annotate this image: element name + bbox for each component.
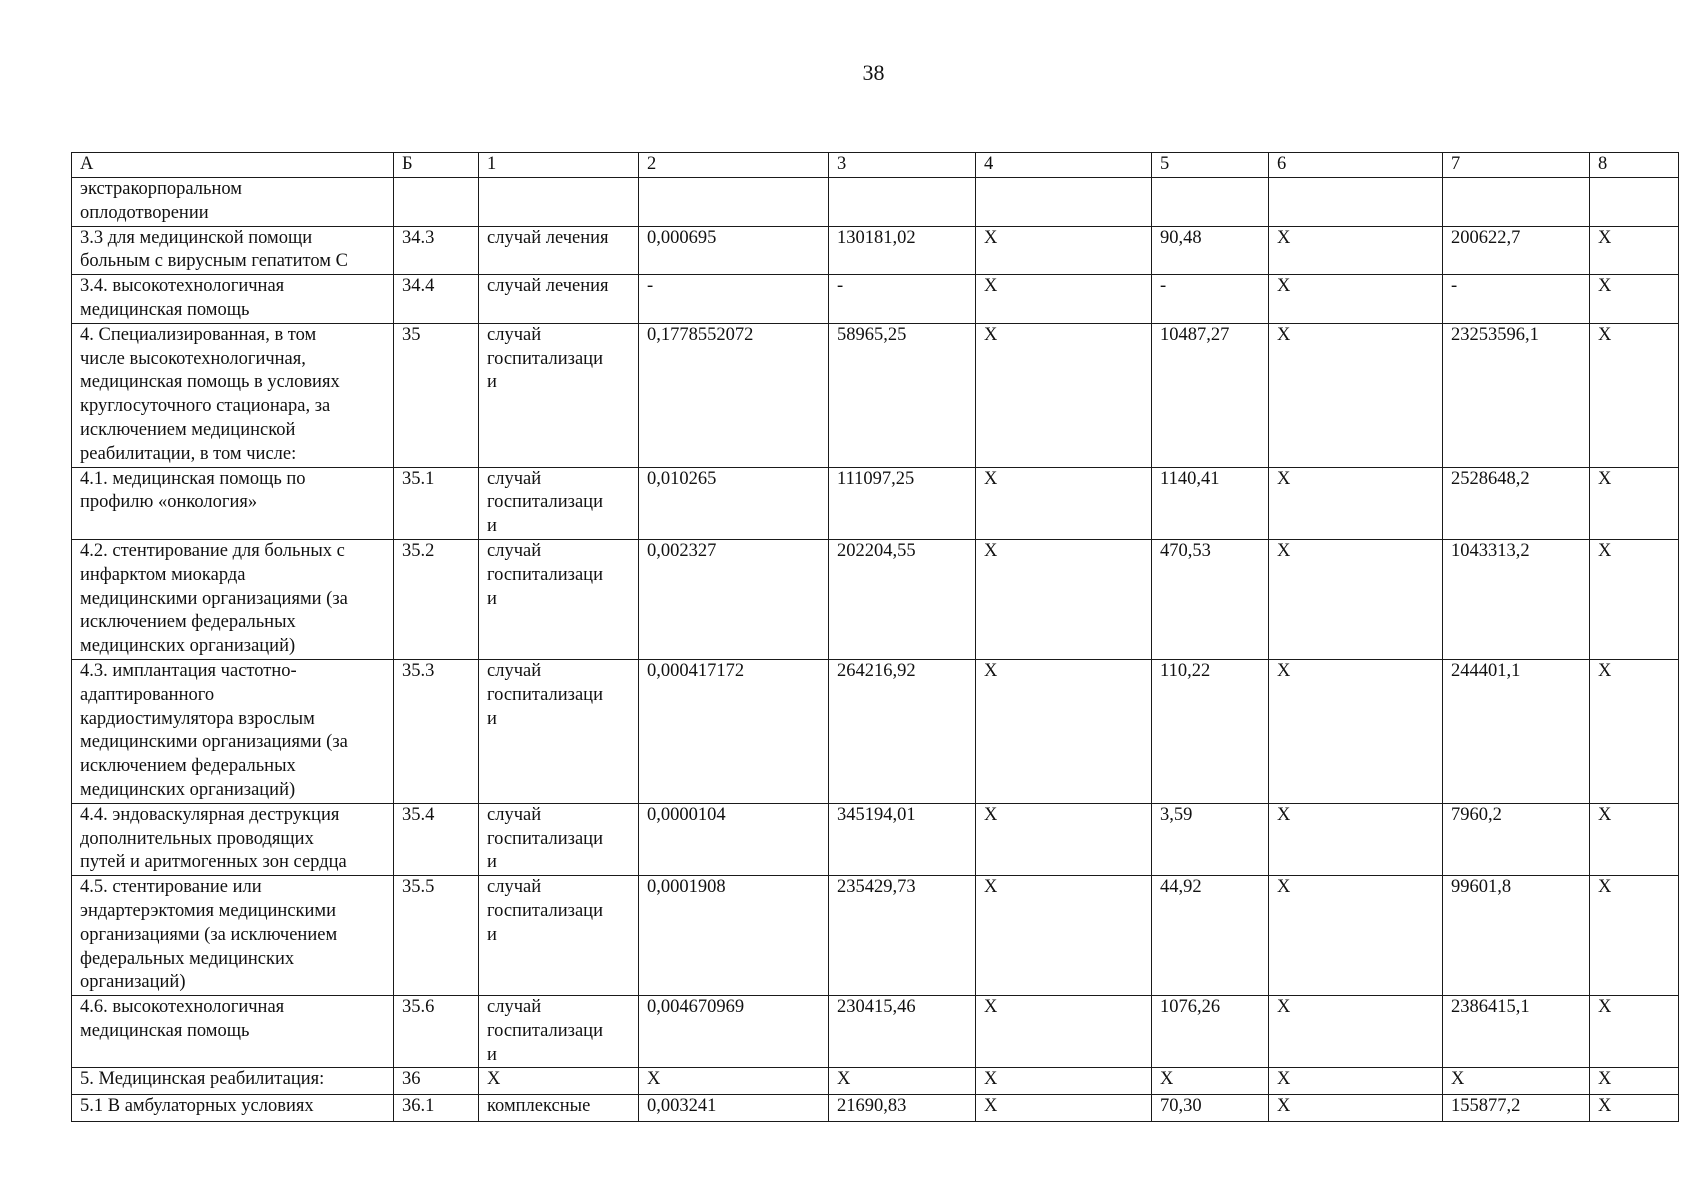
row-label-line: исключением медицинской <box>80 419 296 440</box>
table-row <box>72 275 1679 324</box>
row-label-line: путей и аритмогенных зон сердца <box>80 852 347 873</box>
row-label-line: инфарктом миокарда <box>80 564 246 585</box>
row-label-cell <box>72 323 394 467</box>
value-cell-c3: Х <box>829 1068 976 1095</box>
table-body <box>72 153 1679 1122</box>
row-label-line: медицинская помощь <box>80 299 250 320</box>
value-cell-c3: 111097,25 <box>829 467 976 539</box>
unit-line: случай лечения <box>487 276 609 297</box>
unit-line: случай <box>487 997 542 1018</box>
unit-line: случай <box>487 877 542 898</box>
row-label-line: профилю «онкология» <box>80 492 258 513</box>
row-code-cell: 36 <box>394 1068 479 1095</box>
table-row <box>72 467 1679 539</box>
value-cell-c4: Х <box>976 275 1152 324</box>
unit-line: случай <box>487 660 542 681</box>
row-label-line: медицинская помощь <box>80 1020 250 1041</box>
row-label-cell <box>72 1068 394 1095</box>
table-row <box>72 178 1679 227</box>
value-cell-c3: 21690,83 <box>829 1095 976 1122</box>
value-cell-c5: 110,22 <box>1152 659 1269 803</box>
row-label-line: 3.4. высокотехнологичная <box>80 276 285 297</box>
value-cell-c2: - <box>639 275 829 324</box>
value-cell-c3: 235429,73 <box>829 876 976 996</box>
row-code-cell: 34.3 <box>394 226 479 275</box>
row-label-line: организаций) <box>80 972 186 993</box>
row-label-cell <box>72 876 394 996</box>
row-code-cell: 35.6 <box>394 996 479 1068</box>
value-cell-c6: Х <box>1269 996 1443 1068</box>
row-label-line: медицинскими организациями (за <box>80 588 348 609</box>
row-label-line: эндартерэктомия медицинскими <box>80 900 337 921</box>
table-row <box>72 659 1679 803</box>
unit-line: госпитализаци <box>487 900 603 921</box>
table-row <box>72 876 1679 996</box>
value-cell-c2: Х <box>639 1068 829 1095</box>
row-label-line: медицинских организаций) <box>80 779 296 800</box>
value-cell-c6: Х <box>1269 539 1443 659</box>
table-row <box>72 1095 1679 1122</box>
value-cell-c8: Х <box>1590 1068 1679 1095</box>
value-cell-c7: 244401,1 <box>1443 659 1590 803</box>
value-cell-c7: - <box>1443 275 1590 324</box>
table-row <box>72 1068 1679 1095</box>
value-cell-c7: 2386415,1 <box>1443 996 1590 1068</box>
row-label-line: 5.1 В амбулаторных условиях <box>80 1096 314 1117</box>
unit-cell <box>479 876 639 996</box>
value-cell-c4: Х <box>976 803 1152 875</box>
value-cell-c5: 44,92 <box>1152 876 1269 996</box>
row-code-cell: 35.3 <box>394 659 479 803</box>
value-cell-c7: 99601,8 <box>1443 876 1590 996</box>
value-cell-c8: Х <box>1590 1095 1679 1122</box>
value-cell-c4: Х <box>976 467 1152 539</box>
row-label-cell <box>72 226 394 275</box>
column-header: 7 <box>1443 153 1590 178</box>
column-header: 1 <box>479 153 639 178</box>
unit-cell <box>479 996 639 1068</box>
row-label-line: реабилитации, в том числе: <box>80 443 297 464</box>
value-cell-c8: Х <box>1590 876 1679 996</box>
unit-line: и <box>487 708 497 729</box>
value-cell-c5: 1076,26 <box>1152 996 1269 1068</box>
row-label-line: оплодотворении <box>80 202 209 223</box>
table-row <box>72 803 1679 875</box>
row-code-cell: 35.5 <box>394 876 479 996</box>
row-label-line: 4.3. имплантация частотно- <box>80 660 297 681</box>
row-label-line: 5. Медицинская реабилитация: <box>80 1069 325 1090</box>
row-label-line: 4.2. стентирование для больных с <box>80 540 345 561</box>
unit-line: госпитализаци <box>487 1020 603 1041</box>
unit-cell <box>479 659 639 803</box>
unit-cell <box>479 539 639 659</box>
table-row <box>72 996 1679 1068</box>
column-header: 5 <box>1152 153 1269 178</box>
unit-line: и <box>487 372 497 393</box>
value-cell-c2: 0,004670969 <box>639 996 829 1068</box>
table-row <box>72 323 1679 467</box>
value-cell-c3: 230415,46 <box>829 996 976 1068</box>
value-cell-c5: 3,59 <box>1152 803 1269 875</box>
value-cell-c5: 90,48 <box>1152 226 1269 275</box>
value-cell-c6: Х <box>1269 1068 1443 1095</box>
value-cell-c8: Х <box>1590 996 1679 1068</box>
unit-cell <box>479 178 639 227</box>
value-cell-c4: Х <box>976 539 1152 659</box>
table-row <box>72 539 1679 659</box>
unit-cell <box>479 226 639 275</box>
row-code-cell: 35 <box>394 323 479 467</box>
unit-line: и <box>487 588 497 609</box>
row-label-cell <box>72 659 394 803</box>
value-cell-c3: 264216,92 <box>829 659 976 803</box>
row-label-line: федеральных медицинских <box>80 948 295 969</box>
row-label-line: экстракорпоральном <box>80 179 242 199</box>
row-label-line: круглосуточного стационара, за <box>80 396 331 417</box>
value-cell-c6: Х <box>1269 1095 1443 1122</box>
value-cell-c6: Х <box>1269 275 1443 324</box>
value-cell-c7: 200622,7 <box>1443 226 1590 275</box>
value-cell-c7: 7960,2 <box>1443 803 1590 875</box>
row-label-line: больным с вирусным гепатитом С <box>80 251 348 272</box>
row-code-cell: 35.2 <box>394 539 479 659</box>
value-cell-c2: 0,0001908 <box>639 876 829 996</box>
value-cell-c7 <box>1443 178 1590 227</box>
unit-line: Х <box>487 1069 501 1090</box>
column-header: 2 <box>639 153 829 178</box>
value-cell-c3: 345194,01 <box>829 803 976 875</box>
unit-line: случай <box>487 468 542 489</box>
table-row <box>72 226 1679 275</box>
unit-cell <box>479 275 639 324</box>
value-cell-c8: Х <box>1590 226 1679 275</box>
value-cell-c6: Х <box>1269 876 1443 996</box>
unit-line: госпитализаци <box>487 492 603 513</box>
value-cell-c6: Х <box>1269 659 1443 803</box>
row-label-line: исключением федеральных <box>80 612 296 633</box>
row-code-cell: 35.1 <box>394 467 479 539</box>
row-label-cell <box>72 275 394 324</box>
page-number: 38 <box>862 60 885 85</box>
unit-cell <box>479 1068 639 1095</box>
row-code-cell <box>394 178 479 227</box>
value-cell-c4: Х <box>976 1068 1152 1095</box>
row-label-line: 4. Специализированная, в том <box>80 324 317 345</box>
value-cell-c3: 130181,02 <box>829 226 976 275</box>
unit-line: госпитализаци <box>487 348 603 369</box>
value-cell-c2: 0,000417172 <box>639 659 829 803</box>
value-cell-c8: Х <box>1590 275 1679 324</box>
unit-line: случай <box>487 804 542 825</box>
value-cell-c5: - <box>1152 275 1269 324</box>
row-label-line: дополнительных проводящих <box>80 828 314 849</box>
unit-line: случай <box>487 324 542 345</box>
row-label-cell <box>72 539 394 659</box>
row-code-cell: 35.4 <box>394 803 479 875</box>
row-label-cell <box>72 467 394 539</box>
value-cell-c5: 10487,27 <box>1152 323 1269 467</box>
value-cell-c5: 70,30 <box>1152 1095 1269 1122</box>
value-cell-c2: 0,002327 <box>639 539 829 659</box>
value-cell-c3: - <box>829 275 976 324</box>
value-cell-c8: Х <box>1590 803 1679 875</box>
value-cell-c8: Х <box>1590 467 1679 539</box>
table-header-row <box>72 153 1679 178</box>
row-label-line: медицинскими организациями (за <box>80 732 348 753</box>
value-cell-c2: 0,1778552072 <box>639 323 829 467</box>
row-label-line: организациями (за исключением <box>80 924 338 945</box>
value-cell-c6: Х <box>1269 467 1443 539</box>
value-cell-c3: 58965,25 <box>829 323 976 467</box>
column-header: А <box>72 153 394 178</box>
value-cell-c2 <box>639 178 829 227</box>
column-header: 4 <box>976 153 1152 178</box>
row-label-line: 3.3 для медицинской помощи <box>80 227 313 248</box>
value-cell-c2: 0,010265 <box>639 467 829 539</box>
row-label-cell <box>72 178 394 227</box>
unit-line: случай лечения <box>487 227 609 248</box>
value-cell-c6: Х <box>1269 803 1443 875</box>
value-cell-c7: 23253596,1 <box>1443 323 1590 467</box>
unit-line: комплексные <box>487 1096 591 1117</box>
unit-cell <box>479 467 639 539</box>
value-cell-c8 <box>1590 178 1679 227</box>
value-cell-c5: 1140,41 <box>1152 467 1269 539</box>
unit-line: и <box>487 1044 497 1065</box>
value-cell-c7: Х <box>1443 1068 1590 1095</box>
value-cell-c7: 2528648,2 <box>1443 467 1590 539</box>
value-cell-c5: 470,53 <box>1152 539 1269 659</box>
row-label-line: 4.1. медицинская помощь по <box>80 468 306 489</box>
value-cell-c4: Х <box>976 1095 1152 1122</box>
column-header: 8 <box>1590 153 1679 178</box>
unit-line: и <box>487 852 497 873</box>
value-cell-c2: 0,000695 <box>639 226 829 275</box>
value-cell-c4: Х <box>976 996 1152 1068</box>
row-label-line: медицинских организаций) <box>80 636 296 657</box>
value-cell-c8: Х <box>1590 539 1679 659</box>
value-cell-c6: Х <box>1269 323 1443 467</box>
row-label-cell <box>72 803 394 875</box>
column-header: Б <box>394 153 479 178</box>
value-cell-c7: 155877,2 <box>1443 1095 1590 1122</box>
column-header: 3 <box>829 153 976 178</box>
value-cell-c5 <box>1152 178 1269 227</box>
row-label-line: адаптированного <box>80 684 215 705</box>
unit-cell <box>479 803 639 875</box>
value-cell-c3 <box>829 178 976 227</box>
row-label-cell <box>72 1095 394 1122</box>
unit-cell <box>479 1095 639 1122</box>
value-cell-c4: Х <box>976 876 1152 996</box>
value-cell-c6 <box>1269 178 1443 227</box>
value-cell-c7: 1043313,2 <box>1443 539 1590 659</box>
value-cell-c8: Х <box>1590 323 1679 467</box>
unit-line: госпитализаци <box>487 564 603 585</box>
row-code-cell: 34.4 <box>394 275 479 324</box>
unit-line: госпитализаци <box>487 684 603 705</box>
row-label-line: кардиостимулятора взрослым <box>80 708 315 729</box>
column-header: 6 <box>1269 153 1443 178</box>
value-cell-c8: Х <box>1590 659 1679 803</box>
row-label-line: 4.4. эндоваскулярная деструкция <box>80 804 340 825</box>
unit-cell <box>479 323 639 467</box>
value-cell-c6: Х <box>1269 226 1443 275</box>
value-cell-c4: Х <box>976 226 1152 275</box>
unit-line: случай <box>487 540 542 561</box>
value-cell-c4 <box>976 178 1152 227</box>
value-cell-c2: 0,003241 <box>639 1095 829 1122</box>
row-label-line: исключением федеральных <box>80 756 296 777</box>
row-label-line: медицинская помощь в условиях <box>80 372 340 393</box>
value-cell-c3: 202204,55 <box>829 539 976 659</box>
row-label-line: 4.6. высокотехнологичная <box>80 997 285 1018</box>
row-label-cell <box>72 996 394 1068</box>
row-label-line: 4.5. стентирование или <box>80 877 262 898</box>
value-cell-c5: Х <box>1152 1068 1269 1095</box>
unit-line: и <box>487 516 497 537</box>
data-table <box>71 152 1679 1122</box>
unit-line: и <box>487 924 497 945</box>
row-label-line: числе высокотехнологичная, <box>80 348 306 369</box>
value-cell-c2: 0,0000104 <box>639 803 829 875</box>
value-cell-c4: Х <box>976 323 1152 467</box>
unit-line: госпитализаци <box>487 828 603 849</box>
value-cell-c4: Х <box>976 659 1152 803</box>
row-code-cell: 36.1 <box>394 1095 479 1122</box>
